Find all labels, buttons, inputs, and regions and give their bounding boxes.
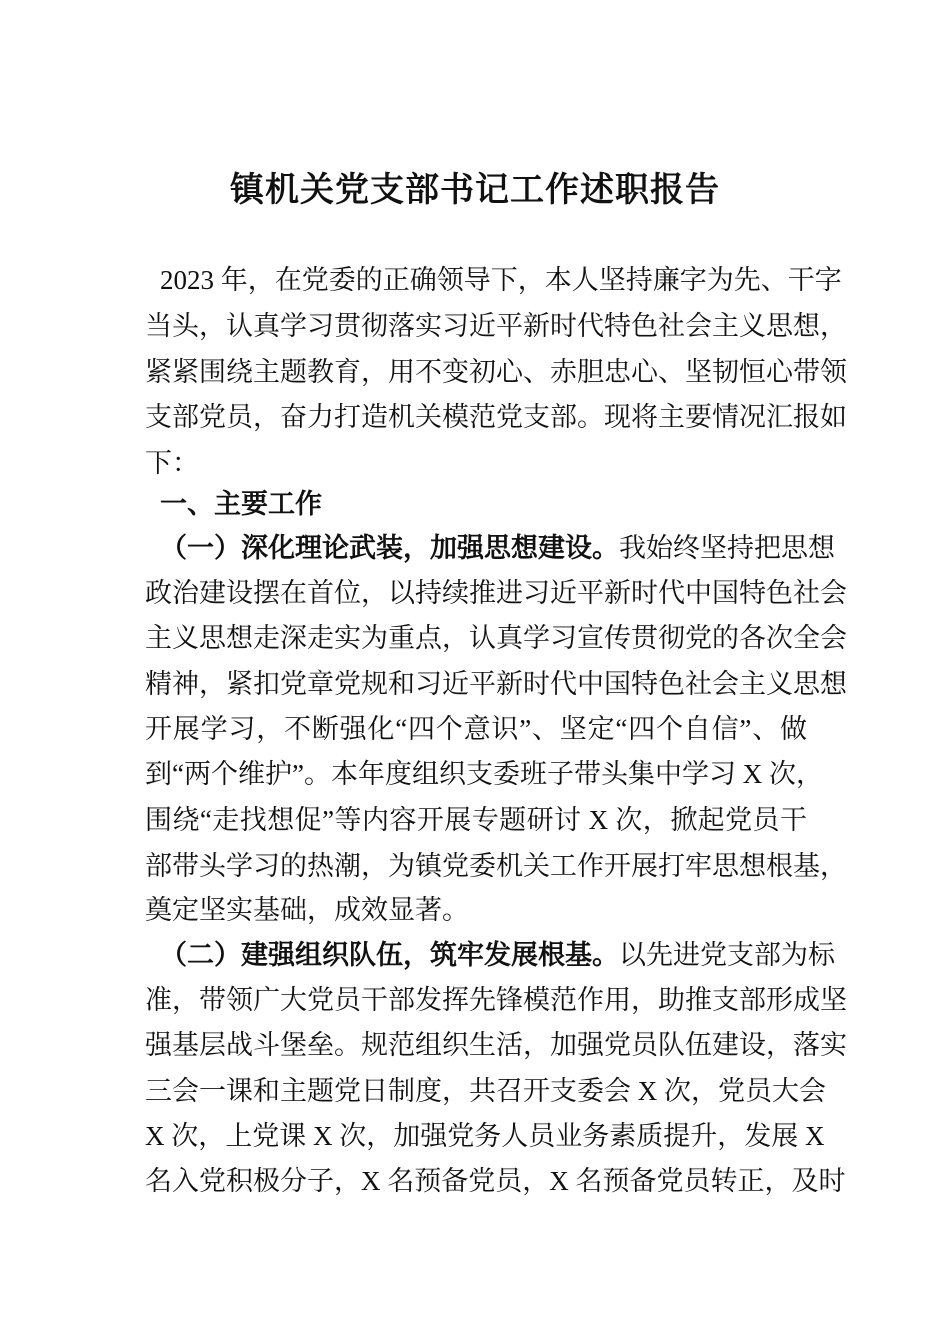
section-heading: 一、主要工作 bbox=[160, 489, 322, 519]
paragraph-line: 准，带领广大党员干部发挥先锋模范作用，助推支部形成坚 bbox=[145, 985, 847, 1015]
paragraph-text: 我始终坚持把思想 bbox=[619, 533, 835, 563]
paragraph-line: 政治建设摆在首位，以持续推进习近平新时代中国特色社会 bbox=[145, 578, 847, 608]
paragraph-line: 主义思想走深走实为重点，认真学习宣传贯彻党的各次全会 bbox=[145, 623, 847, 653]
paragraph-text: 以先进党支部为标 bbox=[619, 940, 835, 970]
paragraph-line: 部带头学习的热潮，为镇党委机关工作开展打牢思想根基， bbox=[145, 851, 847, 881]
intro-line: 下： bbox=[145, 448, 199, 478]
subsection-1-lead: （一）深化理论武装，加强思想建设。 bbox=[160, 533, 619, 563]
paragraph-line: 到“两个维护”。本年度组织支委班子带头集中学习 X 次， bbox=[145, 759, 823, 789]
paragraph-line: 奠定坚实基础，成效显著。 bbox=[145, 895, 469, 925]
document-title: 镇机关党支部书记工作述职报告 bbox=[230, 172, 720, 209]
intro-line: 2023 年，在党委的正确领导下，本人坚持廉字为先、干字 bbox=[160, 265, 842, 295]
paragraph-line: 精神，紧扣党章党规和习近平新时代中国特色社会主义思想 bbox=[145, 669, 847, 699]
intro-line: 紧紧围绕主题教育，用不变初心、赤胆忠心、坚韧恒心带领 bbox=[145, 357, 847, 387]
intro-line: 当头，认真学习贯彻落实习近平新时代特色社会主义思想， bbox=[145, 311, 847, 341]
paragraph-line: 开展学习，不断强化“四个意识”、坚定“四个自信”、做 bbox=[145, 714, 807, 744]
subsection-1-first-line bbox=[160, 531, 835, 565]
paragraph-line: 名入党积极分子，X 名预备党员，X 名预备党员转正，及时 bbox=[145, 1166, 846, 1196]
intro-line: 支部党员，奋力打造机关模范党支部。现将主要情况汇报如 bbox=[145, 402, 847, 432]
subsection-2-first-line bbox=[160, 938, 835, 972]
paragraph-line: 强基层战斗堡垒。规范组织生活，加强党员队伍建设，落实 bbox=[145, 1030, 847, 1060]
paragraph-line: 三会一课和主题党日制度，共召开支委会 X 次，党员大会 bbox=[145, 1076, 826, 1106]
paragraph-line: 围绕“走找想促”等内容开展专题研讨 X 次，掀起党员干 bbox=[145, 805, 807, 835]
paragraph-line: X 次，上党课 X 次，加强党务人员业务素质提升，发展 X bbox=[145, 1121, 825, 1151]
subsection-2-lead: （二）建强组织队伍，筑牢发展根基。 bbox=[160, 940, 619, 970]
